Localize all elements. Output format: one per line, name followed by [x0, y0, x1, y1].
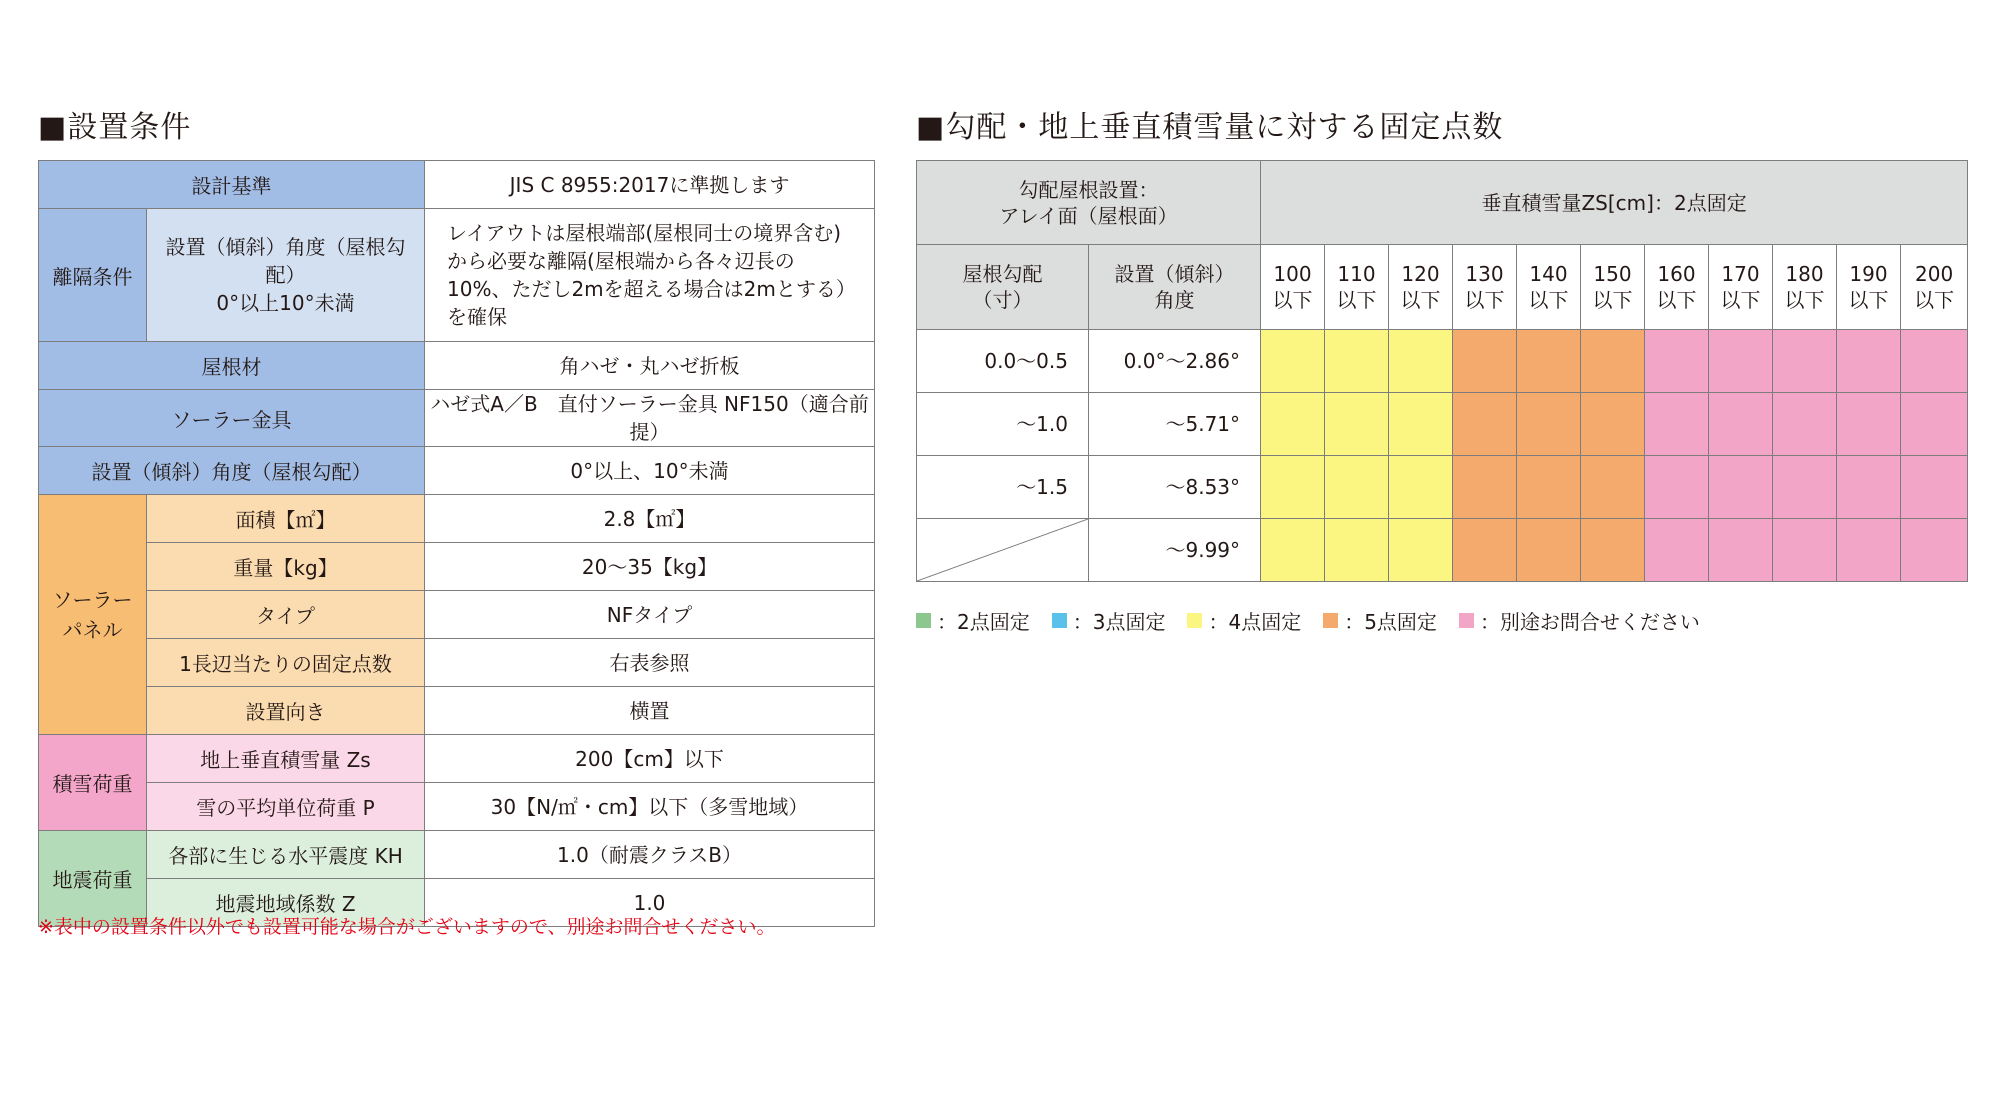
column-suffix: 以下	[1656, 288, 1697, 312]
fixing-level-cell	[1773, 456, 1837, 519]
legend-item	[1187, 606, 1301, 635]
snow-depth-column-header	[1901, 245, 1968, 330]
table-row	[39, 591, 875, 639]
install-angle-cell: 0.0°～2.86°	[1089, 330, 1261, 393]
column-suffix: 以下	[1464, 288, 1505, 312]
fixing-level-cell	[1517, 519, 1581, 582]
legend-item	[916, 606, 1030, 635]
table-row	[39, 783, 875, 831]
panel-area-label: 面積【㎡】	[147, 495, 425, 543]
fixing-level-cell	[1645, 330, 1709, 393]
table-row	[917, 330, 1968, 393]
fixing-level-cell	[1453, 330, 1517, 393]
table-row	[39, 447, 875, 495]
panel-weight-value: 20～35【kg】	[425, 543, 875, 591]
install-angle-cell: ～9.99°	[1089, 519, 1261, 582]
table-row	[917, 393, 1968, 456]
table-row	[39, 543, 875, 591]
fixing-level-cell	[1325, 393, 1389, 456]
kh-value: 1.0（耐震クラスB）	[425, 831, 875, 879]
fixing-level-cell	[1837, 330, 1901, 393]
fixing-points-label: 1長辺当たりの固定点数	[147, 639, 425, 687]
fixing-level-cell	[1453, 519, 1517, 582]
p-value: 30【N/㎡・cm】以下（多雪地域）	[425, 783, 875, 831]
column-suffix: 以下	[1592, 288, 1633, 312]
separation-group-label: 離隔条件	[39, 209, 147, 342]
panel-group-text: ソーラーパネル	[52, 587, 133, 642]
p-label: 雪の平均単位荷重 P	[147, 783, 425, 831]
solar-bracket-label: ソーラー金具	[39, 390, 425, 447]
table-row	[39, 687, 875, 735]
legend-item	[1052, 606, 1166, 635]
snow-depth-column-header	[1773, 245, 1837, 330]
table-row	[39, 639, 875, 687]
corner-header	[917, 161, 1261, 245]
legend-item	[1459, 606, 1700, 635]
fixing-level-cell	[1837, 393, 1901, 456]
legend-swatch	[1323, 613, 1338, 628]
table-row	[39, 495, 875, 543]
column-value: 180	[1785, 262, 1824, 286]
column-suffix: 以下	[1272, 288, 1313, 312]
snow-depth-column-header	[1837, 245, 1901, 330]
fixing-level-cell	[1709, 456, 1773, 519]
fixing-points-value: 右表参照	[425, 639, 875, 687]
fixing-level-cell	[1709, 519, 1773, 582]
column-value: 130	[1465, 262, 1504, 286]
table-row	[39, 209, 875, 342]
snow-depth-column-header	[1453, 245, 1517, 330]
column-value: 200	[1915, 262, 1954, 286]
standard-label: 設計基準	[39, 161, 425, 209]
empty-diagonal-cell	[917, 519, 1089, 582]
zs-value: 200【cm】以下	[425, 735, 875, 783]
column-suffix: 以下	[1720, 288, 1761, 312]
fixing-level-cell	[1709, 330, 1773, 393]
legend-swatch	[1187, 613, 1202, 628]
panel-type-label: タイプ	[147, 591, 425, 639]
orientation-value: 横置	[425, 687, 875, 735]
column-suffix: 以下	[1400, 288, 1441, 312]
table-header-row	[917, 245, 1968, 330]
fixing-level-cell	[1389, 393, 1453, 456]
fixing-level-cell	[1517, 393, 1581, 456]
fixing-level-cell	[1645, 393, 1709, 456]
roof-pitch-cell: 0.0～0.5	[917, 330, 1089, 393]
fixing-level-cell	[1261, 330, 1325, 393]
snow-depth-column-header	[1261, 245, 1325, 330]
legend-label: ：5点固定	[1344, 610, 1437, 634]
fixing-level-cell	[1901, 393, 1968, 456]
fixing-level-cell	[1837, 519, 1901, 582]
table-row	[39, 831, 875, 879]
fixing-level-cell	[1901, 456, 1968, 519]
fixing-level-cell	[1581, 393, 1645, 456]
fixing-level-cell	[1837, 456, 1901, 519]
column-suffix: 以下	[1784, 288, 1825, 312]
fixing-level-cell	[1581, 519, 1645, 582]
fixing-level-cell	[1645, 519, 1709, 582]
solar-panel-group-label	[39, 495, 147, 735]
legend-item	[1323, 606, 1437, 635]
panel-area-value: 2.8【㎡】	[425, 495, 875, 543]
legend-label: ：2点固定	[937, 610, 1030, 634]
column-value: 170	[1721, 262, 1760, 286]
install-angle-value: 0°以上、10°未満	[425, 447, 875, 495]
fixing-level-cell	[1453, 456, 1517, 519]
table-row	[39, 161, 875, 209]
fixing-level-cell	[1517, 456, 1581, 519]
table-row	[917, 519, 1968, 582]
fixing-level-cell	[1581, 330, 1645, 393]
install-angle-header-line2: 角度	[1154, 288, 1195, 312]
install-angle-cell: ～8.53°	[1089, 456, 1261, 519]
fixing-level-cell	[1389, 330, 1453, 393]
install-angle-label: 設置（傾斜）角度（屋根勾配）	[39, 447, 425, 495]
corner-header-line1: 勾配屋根設置：	[1018, 177, 1159, 202]
column-suffix: 以下	[1336, 288, 1377, 312]
fixing-level-cell	[1389, 519, 1453, 582]
seismic-load-group-label: 地震荷重	[39, 831, 147, 927]
orientation-label: 設置向き	[147, 687, 425, 735]
separation-label-line2: 0°以上10°未満	[216, 291, 355, 315]
standard-value: JIS C 8955:2017に準拠します	[425, 161, 875, 209]
column-value: 100	[1273, 262, 1312, 286]
footnote: ※表中の設置条件以外でも設置可能な場合がございますので、別途お問合せください。	[38, 916, 776, 938]
z-value: 1.0	[425, 879, 875, 927]
snow-depth-column-header	[1709, 245, 1773, 330]
fixing-level-cell	[1901, 519, 1968, 582]
fixing-points-title: ■勾配・地上垂直積雪量に対する固定点数	[916, 110, 1504, 145]
column-value: 110	[1337, 262, 1376, 286]
legend-swatch	[1052, 613, 1067, 628]
panel-type-value: NFタイプ	[425, 591, 875, 639]
fixing-level-cell	[1773, 393, 1837, 456]
legend-swatch	[916, 613, 931, 628]
snow-depth-column-header	[1325, 245, 1389, 330]
column-value: 150	[1593, 262, 1632, 286]
fixing-level-cell	[1581, 456, 1645, 519]
column-suffix: 以下	[1848, 288, 1889, 312]
panel-weight-label: 重量【kg】	[147, 543, 425, 591]
legend-swatch	[1459, 613, 1474, 628]
fixing-level-cell	[1261, 519, 1325, 582]
snow-depth-column-header	[1517, 245, 1581, 330]
snow-depth-column-header	[1581, 245, 1645, 330]
roof-pitch-header-line2: （寸）	[972, 288, 1033, 312]
legend	[916, 606, 1700, 635]
roof-pitch-cell: ～1.0	[917, 393, 1089, 456]
legend-label: ：3点固定	[1072, 610, 1166, 634]
fixing-level-cell	[1773, 330, 1837, 393]
separation-condition-label	[147, 209, 425, 342]
fixing-points-table	[916, 160, 1968, 582]
installation-conditions-title: ■設置条件	[38, 110, 192, 145]
fixing-level-cell	[1517, 330, 1581, 393]
snow-load-group-label: 積雪荷重	[39, 735, 147, 831]
table-row	[39, 735, 875, 783]
kh-label: 各部に生じる水平震度 KH	[147, 831, 425, 879]
column-suffix: 以下	[1528, 288, 1569, 312]
roof-pitch-header-line1: 屋根勾配	[962, 262, 1043, 286]
install-angle-header	[1089, 245, 1261, 330]
table-row	[917, 456, 1968, 519]
roof-pitch-header	[917, 245, 1089, 330]
snow-depth-column-header	[1645, 245, 1709, 330]
installation-conditions-table	[38, 160, 875, 927]
column-value: 120	[1401, 262, 1440, 286]
column-value: 160	[1657, 262, 1696, 286]
legend-label: ：4点固定	[1208, 610, 1302, 634]
fixing-level-cell	[1261, 393, 1325, 456]
solar-bracket-value: ハゼ式A／B 直付ソーラー金具 NF150（適合前提）	[425, 390, 875, 447]
z-label: 地震地域係数 Z	[147, 879, 425, 927]
roof-material-label: 屋根材	[39, 342, 425, 390]
snow-depth-column-header	[1389, 245, 1453, 330]
fixing-level-cell	[1901, 330, 1968, 393]
corner-header-line2: アレイ面（屋根面）	[999, 203, 1178, 228]
table-row	[39, 342, 875, 390]
legend-label: ：別途お問合せください	[1479, 610, 1700, 634]
fixing-level-cell	[1325, 519, 1389, 582]
snow-depth-header: 垂直積雪量ZS[cm]：2点固定	[1261, 161, 1968, 245]
fixing-level-cell	[1773, 519, 1837, 582]
fixing-level-cell	[1709, 393, 1773, 456]
fixing-level-cell	[1453, 393, 1517, 456]
install-angle-cell: ～5.71°	[1089, 393, 1261, 456]
column-value: 190	[1849, 262, 1888, 286]
column-suffix: 以下	[1914, 288, 1955, 312]
separation-label-line1: 設置（傾斜）角度（屋根勾配）	[165, 235, 406, 287]
roof-pitch-cell: ～1.5	[917, 456, 1089, 519]
fixing-level-cell	[1325, 330, 1389, 393]
fixing-level-cell	[1645, 456, 1709, 519]
table-header-row	[917, 161, 1968, 245]
separation-value: レイアウトは屋根端部(屋根同士の境界含む)から必要な離隔(屋根端から各々辺長の10%、ただし2mを超える場合は2mとする）を確保	[425, 209, 875, 342]
fixing-level-cell	[1389, 456, 1453, 519]
table-row	[39, 390, 875, 447]
fixing-level-cell	[1325, 456, 1389, 519]
roof-material-value: 角ハゼ・丸ハゼ折板	[425, 342, 875, 390]
fixing-level-cell	[1261, 456, 1325, 519]
column-value: 140	[1529, 262, 1568, 286]
zs-label: 地上垂直積雪量 Zs	[147, 735, 425, 783]
install-angle-header-line1: 設置（傾斜）	[1114, 262, 1235, 286]
